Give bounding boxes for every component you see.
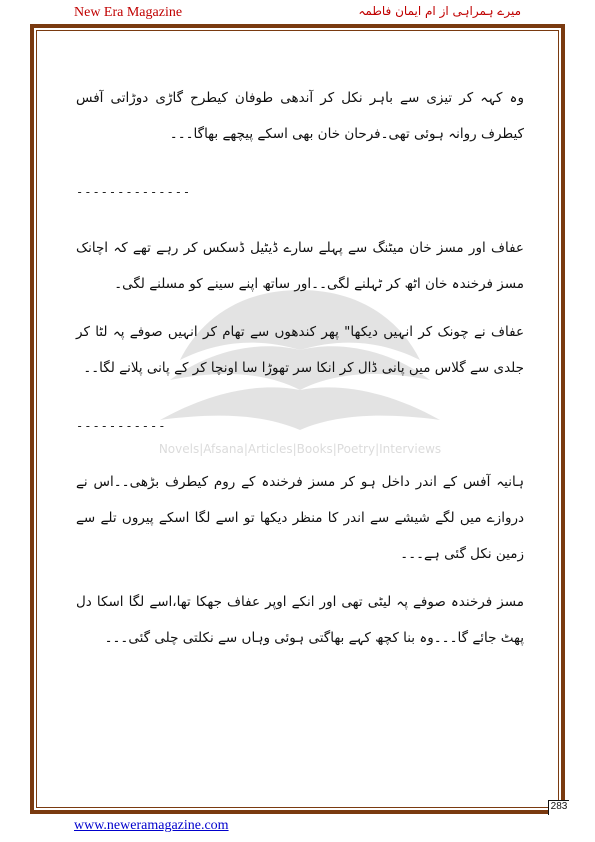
paragraph-1: وہ کہہ کر تیزی سے باہر نکل کر آندھی طوفان کیطرح گاڑی دوڑاتی آفس کیطرف روانہ ہوئی تھی۔فرحان خان بھی اسکے پیچھے بھاگا۔۔۔ — [76, 90, 524, 142]
section-separator-1: -------------- — [76, 185, 192, 199]
paragraph-2: عفاف اور مسز خان میٹنگ سے پہلے سارے ڈیٹیل ڈسکس کر رہے تھے کہ اچانک مسز فرخندہ خان اٹھ کر ٹہلنے لگی۔۔اور ساتھ اپنے سینے کو مسلنے لگی۔ — [76, 240, 524, 292]
page-number: 283 — [548, 800, 569, 815]
magazine-title: New Era Magazine — [74, 5, 183, 20]
paragraph-3: عفاف نے چونک کر انہیں دیکھا" پھر کندھوں سے تھام کر انہیں صوفے پہ لٹا کر جلدی سے گلاس میں پانی ڈال کر انکا سر تھوڑا سا اونچا کر کے پانی پلانے لگا۔۔ — [76, 324, 524, 376]
section-separator-2: ----------- — [76, 419, 167, 433]
watermark-text: Novels|Afsana|Articles|Books|Poetry|Interviews — [158, 442, 442, 456]
website-link[interactable]: www.neweramagazine.com — [74, 818, 229, 833]
story-title: میرے ہمراہی از ام ایمان فاطمہ — [358, 4, 521, 18]
paragraph-4: ہانیہ آفس کے اندر داخل ہو کر مسز فرخندہ کے روم کیطرف بڑھی۔۔اس نے دروازے میں لگے شیشے سے اندر کا منظر دیکھا تو اسے لگا اسکے پیروں تلے سے زمین نکل گئی ہے۔۔۔ — [76, 474, 524, 562]
article-body — [76, 80, 524, 656]
page-header — [0, 0, 595, 26]
paragraph-5: مسز فرخندہ صوفے پہ لیٹی تھی اور انکے اوپر عفاف جھکا تھا،اسے لگا اسکا دل پھٹ جائے گا۔۔۔وہ بنا کچھ کہے بھاگتی ہوئی وہاں سے نکلتی چلی گئی۔۔۔ — [76, 594, 524, 646]
